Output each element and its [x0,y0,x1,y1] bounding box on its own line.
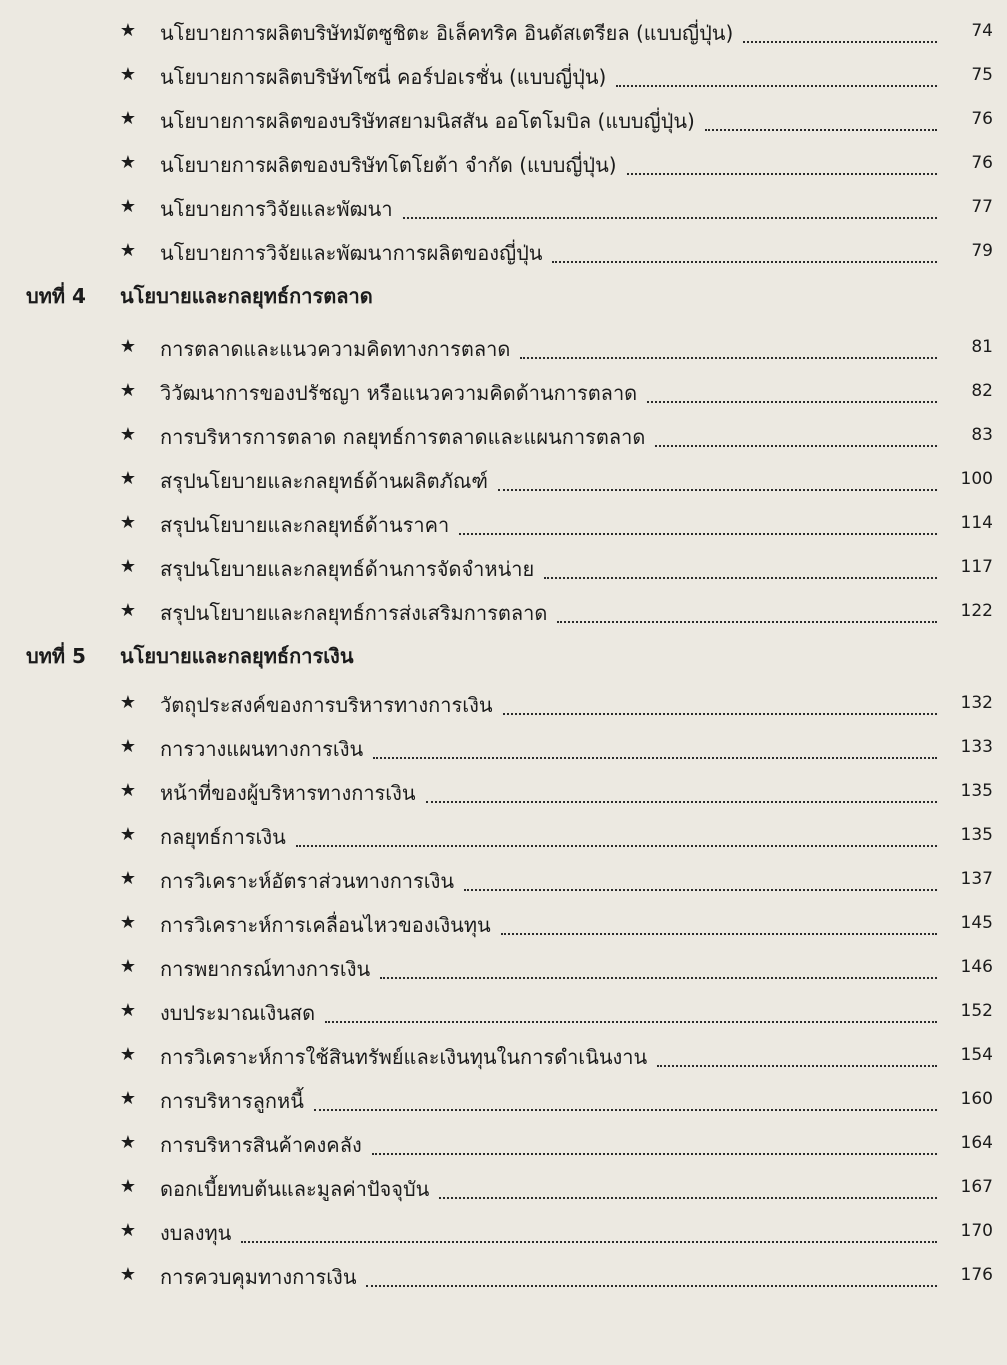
dot-leader [655,445,937,447]
dot-leader [380,977,937,979]
dot-leader [657,1065,937,1067]
star-icon: ★ [119,556,137,577]
toc-entry-body [160,903,937,943]
star-icon: ★ [119,20,137,41]
toc-entry-title: สรุปนโยบายและกลยุทธ์ด้านผลิตภัณฑ์ [160,469,488,493]
star-icon: ★ [119,1044,137,1065]
toc-entry-title: งบประมาณเงินสด [160,1001,316,1025]
star-icon: ★ [119,512,137,533]
toc-entry [0,415,1007,455]
dot-leader [439,1197,937,1199]
toc-entry-title: การวิเคราะห์การเคลื่อนไหวของเงินทุน [160,913,491,937]
dot-leader [498,489,937,491]
toc-page-number: 152 [960,1001,993,1021]
toc-entry-title: การวิเคราะห์การใช้สินทรัพย์และเงินทุนในการดำเนินงาน [160,1045,648,1069]
toc-entry-title: การวิเคราะห์อัตราส่วนทางการเงิน [160,869,455,893]
toc-entry-title: นโยบายการผลิตของบริษัทโตโยต้า จำกัด (แบบญี่ปุ่น) [160,153,617,177]
toc-entry-body [160,727,937,767]
toc-entry-body [160,947,937,987]
toc-entry-body [160,231,937,271]
dot-leader [557,621,937,623]
toc-page-number: 160 [960,1089,993,1109]
toc-entry-body [160,11,937,51]
dot-leader [464,889,937,891]
dot-leader [552,261,937,263]
toc-entry [0,771,1007,811]
toc-entry-body [160,1167,937,1207]
dot-leader [366,1285,937,1287]
toc-entry-title: ดอกเบี้ยทบต้นและมูลค่าปัจจุบัน [160,1177,430,1201]
toc-page-number: 145 [960,913,993,933]
toc-page-number: 79 [971,241,993,261]
toc-page-number: 76 [971,153,993,173]
toc-entry [0,859,1007,899]
star-icon: ★ [119,868,137,889]
toc-entry [0,1123,1007,1163]
toc-entry [0,947,1007,987]
toc-entry-title: การบริหารลูกหนี้ [160,1089,304,1113]
dot-leader [503,713,937,715]
toc-entry [0,503,1007,543]
toc-entry [0,1167,1007,1207]
star-icon: ★ [119,468,137,489]
toc-page-number: 74 [971,21,993,41]
star-icon: ★ [119,1088,137,1109]
toc-entry-body [160,683,937,723]
toc-page-number: 122 [960,601,993,621]
star-icon: ★ [119,736,137,757]
toc-entry-body [160,459,937,499]
dot-leader [372,1153,937,1155]
star-icon: ★ [119,196,137,217]
toc-entry [0,815,1007,855]
toc-page-number: 154 [960,1045,993,1065]
dot-leader [373,757,937,759]
chapter-label: บทที่ 4 [26,284,86,308]
toc-entry [0,591,1007,631]
toc-entry-title: สรุปนโยบายและกลยุทธ์ด้านการจัดจำหน่าย [160,557,535,581]
toc-entry [0,547,1007,587]
toc-entry [0,991,1007,1031]
star-icon: ★ [119,956,137,977]
toc-entry [0,459,1007,499]
toc-page-number: 114 [960,513,993,533]
dot-leader [426,801,937,803]
toc-entry-body [160,815,937,855]
star-icon: ★ [119,336,137,357]
toc-page-number: 146 [960,957,993,977]
star-icon: ★ [119,64,137,85]
toc-entry [0,903,1007,943]
star-icon: ★ [119,380,137,401]
star-icon: ★ [119,692,137,713]
star-icon: ★ [119,1220,137,1241]
toc-entry-body [160,327,937,367]
dot-leader [501,933,937,935]
toc-entry-body [160,99,937,139]
toc-entry-body [160,547,937,587]
dot-leader [520,357,937,359]
toc-entry-body [160,771,937,811]
toc-entry-body [160,371,937,411]
star-icon: ★ [119,1264,137,1285]
toc-entry [0,231,1007,271]
star-icon: ★ [119,424,137,445]
toc-entry-title: วัตถุประสงค์ของการบริหารทางการเงิน [160,693,493,717]
toc-entry-title: กลยุทธ์การเงิน [160,825,286,849]
toc-entry-title: การบริหารการตลาด กลยุทธ์การตลาดและแผนการตลาด [160,425,646,449]
star-icon: ★ [119,600,137,621]
dot-leader [296,845,937,847]
dot-leader [616,85,937,87]
toc-page-number: 167 [960,1177,993,1197]
toc-entry-body [160,991,937,1031]
toc-entry-title: วิวัฒนาการของปรัชญา หรือแนวความคิดด้านการตลาด [160,381,638,405]
toc-entry [0,727,1007,767]
toc-entry-title: การควบคุมทางการเงิน [160,1265,357,1289]
toc-entry [0,1211,1007,1251]
toc-entry-title: การตลาดและแนวความคิดทางการตลาด [160,337,511,361]
toc-entry-body [160,1211,937,1251]
toc-page-number: 137 [960,869,993,889]
toc-entry-title: สรุปนโยบายและกลยุทธ์การส่งเสริมการตลาด [160,601,548,625]
star-icon: ★ [119,780,137,801]
toc-entry-title: หน้าที่ของผู้บริหารทางการเงิน [160,781,416,805]
toc-entry-title: การบริหารสินค้าคงคลัง [160,1133,362,1157]
toc-page-number: 117 [960,557,993,577]
toc-entry-body [160,503,937,543]
dot-leader [314,1109,937,1111]
dot-leader [325,1021,937,1023]
star-icon: ★ [119,824,137,845]
toc-entry [0,1255,1007,1295]
chapter-heading [0,636,1007,676]
toc-page-number: 164 [960,1133,993,1153]
star-icon: ★ [119,912,137,933]
toc-entry [0,55,1007,95]
toc-page-number: 135 [960,781,993,801]
star-icon: ★ [119,1000,137,1021]
toc-entry-title: งบลงทุน [160,1221,232,1245]
dot-leader [743,41,937,43]
toc-page-number: 83 [971,425,993,445]
chapter-title: นโยบายและกลยุทธ์การตลาด [120,284,373,308]
toc-entry-title: การวางแผนทางการเงิน [160,737,364,761]
toc-page-number: 176 [960,1265,993,1285]
toc-entry-title: นโยบายการวิจัยและพัฒนา [160,197,393,221]
toc-page-number: 133 [960,737,993,757]
chapter-title: นโยบายและกลยุทธ์การเงิน [120,644,354,668]
chapter-heading [0,276,1007,316]
toc-entry-body [160,859,937,899]
toc-entry-body [160,143,937,183]
dot-leader [459,533,937,535]
toc-entry-title: นโยบายการผลิตของบริษัทสยามนิสสัน ออโตโมบิล (แบบญี่ปุ่น) [160,109,695,133]
star-icon: ★ [119,108,137,129]
toc-entry [0,371,1007,411]
toc-entry-body [160,415,937,455]
star-icon: ★ [119,1176,137,1197]
star-icon: ★ [119,152,137,173]
toc-entry-title: นโยบายการผลิตบริษัทโซนี่ คอร์ปอเรชั่น (แบบญี่ปุ่น) [160,65,607,89]
toc-entry-body [160,591,937,631]
toc-page-number: 100 [960,469,993,489]
dot-leader [544,577,937,579]
toc-page-number: 81 [971,337,993,357]
dot-leader [647,401,937,403]
toc-entry-title: สรุปนโยบายและกลยุทธ์ด้านราคา [160,513,450,537]
dot-leader [403,217,937,219]
toc-entry-body [160,1123,937,1163]
toc-page-number: 135 [960,825,993,845]
toc-entry-title: นโยบายการวิจัยและพัฒนาการผลิตของญี่ปุ่น [160,241,543,265]
toc-entry-body [160,55,937,95]
toc-entry-body [160,1255,937,1295]
toc-page-number: 75 [971,65,993,85]
toc-entry-title: การพยากรณ์ทางการเงิน [160,957,371,981]
toc-entry [0,143,1007,183]
toc-entry [0,187,1007,227]
toc-entry-body [160,1079,937,1119]
toc-page-number: 132 [960,693,993,713]
toc-entry [0,11,1007,51]
toc-entry [0,327,1007,367]
dot-leader [627,173,937,175]
star-icon: ★ [119,1132,137,1153]
toc-entry [0,683,1007,723]
toc-entry [0,1035,1007,1075]
dot-leader [241,1241,937,1243]
toc-entry-body [160,187,937,227]
toc-entry-title: นโยบายการผลิตบริษัทมัตซูชิตะ อิเล็คทริค อินดัสเตรียล (แบบญี่ปุ่น) [160,21,734,45]
chapter-label: บทที่ 5 [26,644,86,668]
toc-entry-body [160,1035,937,1075]
toc-page-number: 82 [971,381,993,401]
toc-page-number: 76 [971,109,993,129]
dot-leader [705,129,937,131]
toc-entry [0,99,1007,139]
toc-entry [0,1079,1007,1119]
toc-page-number: 170 [960,1221,993,1241]
toc-page-number: 77 [971,197,993,217]
star-icon: ★ [119,240,137,261]
